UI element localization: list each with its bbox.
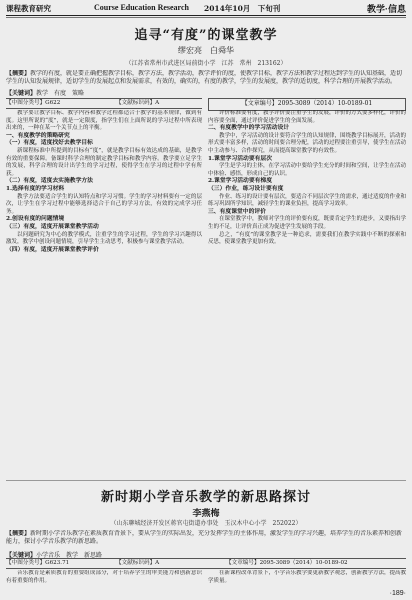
body-paragraph: 总之，“有度”的课堂教学是一种追求，需要我们在教学实践中不断的探索和反思，使课堂教学更加有效。 xyxy=(208,231,406,246)
body-paragraph: 教学方法要适合学生的认知特点和学习习惯。学生的学习材料要有一定的层次，让学生在学习过程中能够选择适合于自己的学习方法，有效的完成学习任务。 xyxy=(6,193,202,215)
header-rule-thin xyxy=(6,17,406,18)
article2-affiliation: （山东聊城经济开发区蒋官屯街道办事处 玉汉木中心小学 252022） xyxy=(110,520,302,527)
article-authors: 缪宏亮 白舜华 xyxy=(178,46,234,55)
body-paragraph: 教学中，学习活动的设计要符合学生的认知规律，围绕教学目标展开，活动的形式要丰富多样，活动的时间要合理分配，活动的过程要注重引导，使学生在活动中主动参与、合作探究，从而提高课堂教学的有效性。 xyxy=(208,132,406,154)
section-heading: 1.选择有度的学习材料 xyxy=(6,185,65,192)
keywords-tag: 【关键词】 xyxy=(6,90,37,97)
article2-number: 【文章编号】2095-3089（2014）10-0189-02 xyxy=(226,560,348,566)
section-heading: （四）有度，适度开展课堂教学评价 xyxy=(6,246,99,253)
body-paragraph: 教学要让教学目标、教学内容和教学过程都适合于教学的基本规律，做到有度。这里所说的“度”，就是一定限度，指学生们在上面所说的学习过程中所表现出来的，一种在某一个关节点上的平衡。 xyxy=(6,110,202,132)
abstract-text: 教学的有度，就是要正确把握教学目标，教学方法，教学活动，教学评价的度，使教学目标，教学方法和教学过程达到学生的认知基础，适切学生的认知发展规律，适切学生的发展起点和发展需求，有效的，确实的，有度的教学，学生的发展度，教学的适切度，科学合理的开展教学活动。 xyxy=(6,70,403,85)
document2-code: 【文献标识码】A xyxy=(116,560,160,566)
article-keywords xyxy=(6,88,84,97)
article2-body-right xyxy=(208,570,406,592)
section-heading: （一）有度，适度找好去教学目标 xyxy=(6,140,93,147)
page-number: ·189· xyxy=(389,590,406,597)
article-affiliation: （江苏省常州市武进区局前街小学 江苏 常州 213162） xyxy=(125,60,287,67)
body-paragraph: 音乐教育是素质教育的重要组成部分，对于培养学生的审美能力和创新意识有着重要的作用。 xyxy=(6,570,202,584)
clc-number: 【中图分类号】G622 xyxy=(6,100,61,106)
section-heading: （三）作业，练习设计要有度 xyxy=(208,185,284,192)
keywords-text: 教学 有度 策略 xyxy=(36,90,85,97)
abstract-tag: 【摘要】 xyxy=(6,70,31,77)
body-paragraph: 以问题研究为中心的教学模式，注重学生的学习过程，学生的学习兴趣得以激发，教学中创设问题情境，引导学生主动思考，积极参与课堂教学活动。 xyxy=(6,231,202,246)
body-paragraph: 学生是学习的主体，在学习活动中要给学生充分的时间和空间，让学生在活动中体验、感悟，形成自己的认识。 xyxy=(208,163,406,177)
section-heading: 三、有度课堂中的评价 xyxy=(208,208,266,215)
article-number: 【文章编号】2095-3089（2014）10-0189-01 xyxy=(208,98,406,111)
article-title: 追寻“有度”的课堂教学 xyxy=(134,28,278,43)
page-header xyxy=(6,2,406,16)
article-metadata xyxy=(6,98,202,109)
section-heading: 2.创设有度的问题情境 xyxy=(6,216,65,223)
body-paragraph: 在课堂教学中，教师对学生的评价要有度，既要肯定学生的进步，又要指出学生的不足，让评价真正成为促进学生发展的手段。 xyxy=(208,216,406,230)
journal-name-cn: 课程教育研究 xyxy=(6,4,51,13)
body-paragraph: 评价标准要有度，教学评价要注重学生的发展，评价的方式要多样化，评价的内容要全面，通过评价促进学生的全面发展。 xyxy=(208,110,406,124)
article2-title: 新时期小学音乐教学的新思路探讨 xyxy=(100,490,311,505)
section-heading: （三）有度，适度开展课堂教学活动 xyxy=(6,223,99,230)
article-body-right xyxy=(208,110,406,482)
article2-metadata xyxy=(6,558,406,569)
keywords2-text: 小学音乐 教学 新思路 xyxy=(36,552,103,559)
article-abstract xyxy=(6,70,406,87)
body-paragraph: 在新课程改革背景下，小学音乐教学要更新教学观念，创新教学方法，提高教学质量。 xyxy=(208,570,406,584)
article2-authors: 李燕梅 xyxy=(192,509,220,519)
section-heading: （二）有度，适度去实施教学方法 xyxy=(6,178,93,185)
header-rule xyxy=(6,15,406,16)
keywords2-tag: 【关键词】 xyxy=(6,552,37,559)
abstract2-tag: 【摘要】 xyxy=(6,530,31,537)
section-heading: 2.课堂学习活动要有梯度 xyxy=(208,178,273,185)
section-heading: 1.课堂学习活动要有层次 xyxy=(208,155,273,162)
issue-date: 2014年10月 下旬刊 xyxy=(204,4,281,13)
article2-abstract xyxy=(6,530,406,547)
abstract2-text: 新时期小学音乐教学在素质教育背景下，要从学生的实际出发，充分发挥学生的主体作用，激发学生的学习兴趣，培养学生的音乐素养和创新能力，探讨小学音乐教学的新思路。 xyxy=(6,530,403,545)
section-heading: 一、有度教学的策略研究 xyxy=(6,132,70,139)
article-divider xyxy=(6,480,406,481)
section-heading: 二、有度教学中的学习活动设计 xyxy=(208,125,290,132)
clc2-number: 【中图分类号】G623.71 xyxy=(6,560,70,566)
body-paragraph: 新课程标准中所提到的目标有“度”，就是教学目标有效达成的基础，是教学有效的重要保障。备课时科学合理的制定教学目标和教学内容。教学要立足学生的发展，科学合理的设计出学生的学习过程，使得学生在学习的过程中学有所获。 xyxy=(6,147,202,177)
article2-body-left xyxy=(6,570,202,592)
journal-name-en: Course Education Research xyxy=(94,3,189,12)
article-body-left xyxy=(6,110,202,482)
section-name: 教学·信息 xyxy=(367,4,406,14)
body-paragraph: 作业、练习的设计要有层次，要适合不同层次学生的需求，通过适度的作业和练习巩固所学知识，减轻学生的课业负担，提高学习效率。 xyxy=(208,193,406,208)
document-code: 【文献标识码】A xyxy=(116,100,160,106)
